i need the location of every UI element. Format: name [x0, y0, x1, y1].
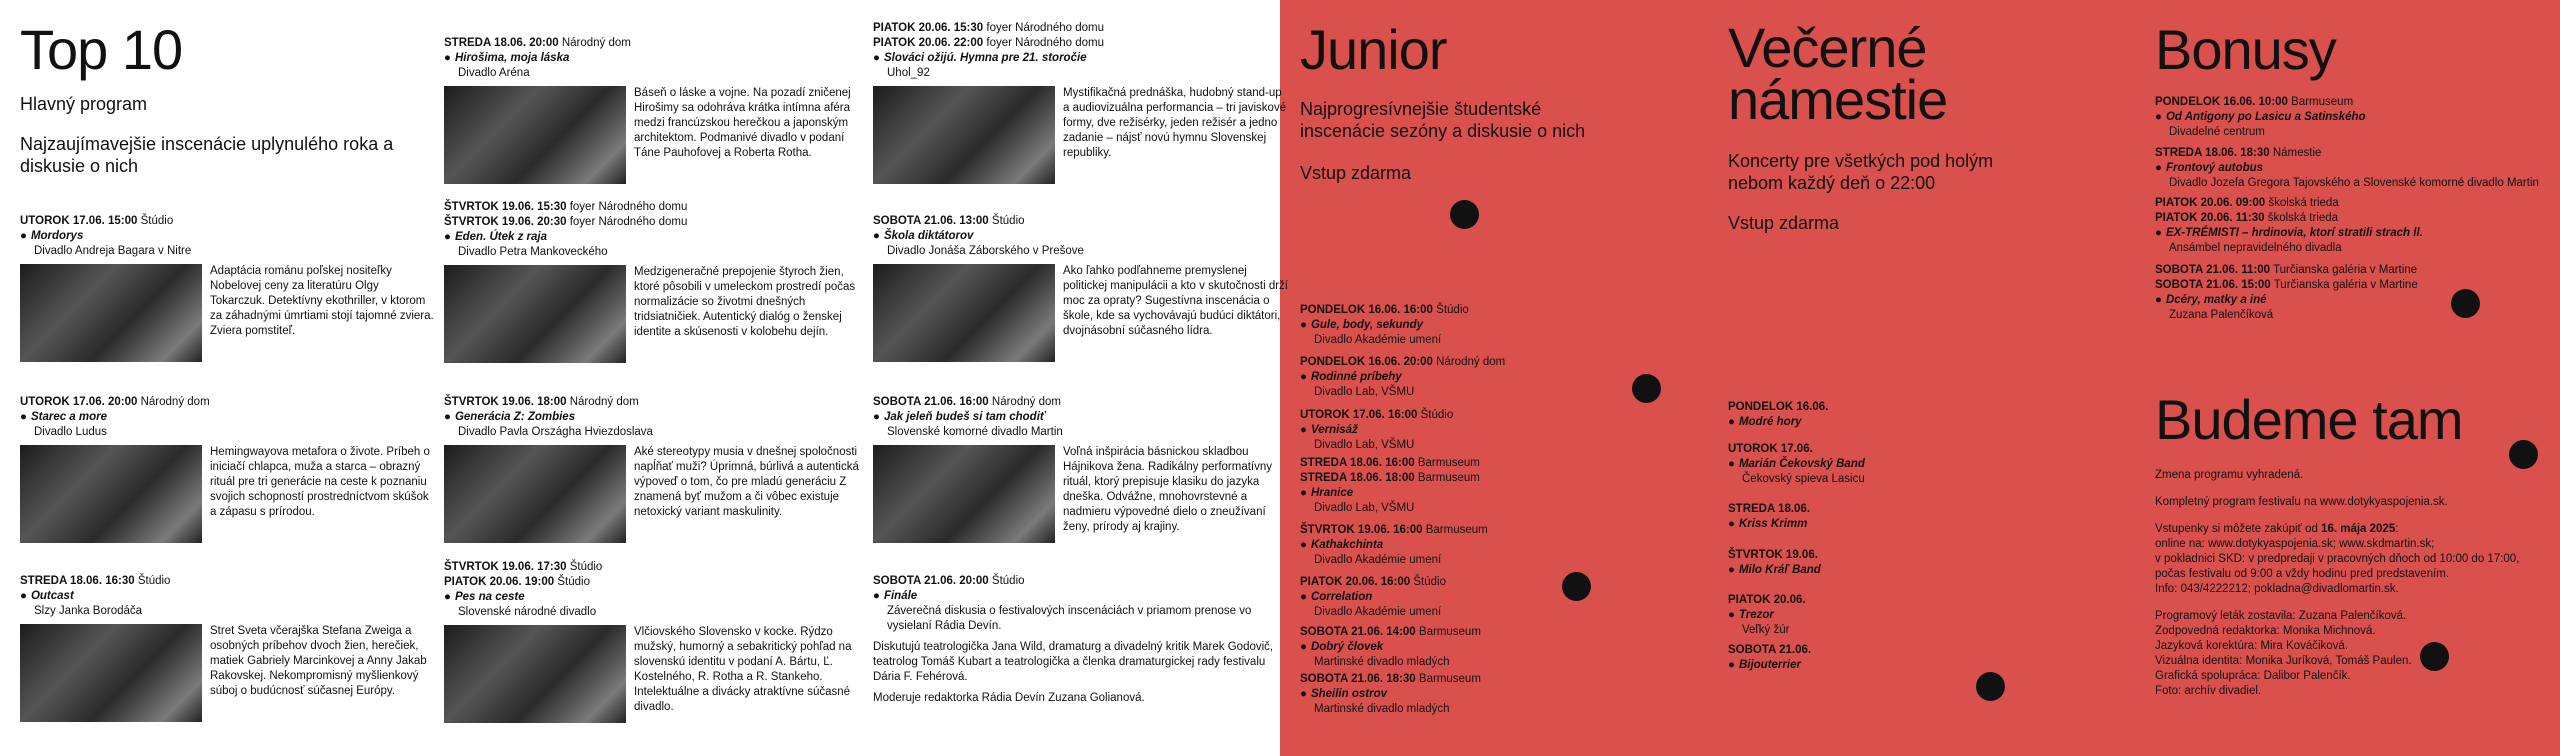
event-title: ● Starec a more [20, 410, 440, 425]
event-venue: Turčianska galéria v Martine [2273, 264, 2418, 276]
event-title: ● Trezor [1728, 608, 2028, 623]
event-text: Diskutujú teatrologička Jana Wild, dramaturg a divadelný kritik Marek Godovič, teatrolog Tomáš Kubart a teatrologička a členka dramaturgickej rady festivalu Dária F. Fehérová. [873, 641, 1274, 683]
event-day: UTOROK 17.06. [1728, 443, 1813, 455]
event-organizer: Zuzana Palenčíková [2169, 309, 2274, 321]
event-datetime [1728, 400, 2028, 415]
event-block [444, 560, 864, 713]
decorative-dot [1562, 572, 1591, 601]
bonusy-title: Bonusy [2155, 18, 2336, 81]
event-photo [20, 624, 202, 722]
event-datetime [1300, 471, 1600, 486]
event-title: ● Pes na ceste [444, 590, 864, 605]
event-title: ● Eden. Útek z raja [444, 230, 864, 245]
event-datetime [2155, 146, 2555, 161]
event-photo [873, 86, 1055, 184]
event-datetime [1728, 442, 2028, 457]
event-day: SOBOTA 21.06. 20:00 [873, 575, 989, 587]
event-block [873, 395, 1293, 533]
event-venue: Štúdio [557, 576, 590, 588]
event-organizer: Čekovský spieva Lasicu [1742, 473, 1865, 485]
event-description: Mystifikačná prednáška, hudobný stand-up a audiovizuálna performancia – tri javiskové formy, dve režisérky, jeden režisér a jedno zadanie – nájsť novú hymnu Slovenskej republiky. [1063, 87, 1287, 159]
event-venue: Barmuseum [2291, 96, 2354, 108]
photo-image [444, 625, 626, 723]
junior-event [1300, 523, 1600, 568]
photo-image [444, 86, 626, 184]
event-day: PIATOK 20.06. [1728, 594, 1806, 606]
event-day: SOBOTA 21.06. 15:00 [2155, 279, 2271, 291]
event-organizer: Divadlo Lab, VŠMU [1314, 502, 1415, 514]
decorative-dot [2420, 642, 2449, 671]
event-venue: Turčianska galéria v Martine [2273, 279, 2418, 291]
event-venue: Štúdio [991, 575, 1025, 587]
event-day: SOBOTA 21.06. 11:00 [2155, 264, 2271, 276]
bonusy-column [2155, 0, 2555, 81]
event-photo [873, 264, 1055, 362]
event-photo [444, 265, 626, 363]
event-venue: Štúdio [140, 215, 174, 227]
junior-event [1300, 303, 1600, 348]
event-title: ● Hranice [1300, 486, 1600, 501]
junior-event [1300, 672, 1600, 717]
event-day: STREDA 18.06. 18:00 [1300, 472, 1415, 484]
junior-event [1300, 408, 1600, 453]
event-venue: Národný dom [991, 396, 1061, 408]
event-title: ● Generácia Z: Zombies [444, 410, 864, 425]
bonusy-event [2155, 196, 2555, 256]
event-datetime [873, 36, 1293, 51]
event-block [873, 21, 1293, 159]
event-day: PIATOK 20.06. 09:00 [2155, 197, 2266, 209]
event-day: PONDELOK 16.06. 20:00 [1300, 356, 1433, 368]
event-venue: foyer Národného domu [569, 216, 688, 228]
top10-title: Top 10 [20, 18, 183, 81]
event-datetime [873, 21, 1293, 36]
vecerne-entry: Vstup zdarma [1728, 213, 1840, 233]
event-day: PIATOK 20.06. 19:00 [444, 576, 555, 588]
event-description: Aké stereotypy musia v dnešnej spoločnosti napĺňať muži? Úprimná, búrlivá a autentická výpoveď o tom, čo pre mladú generáciu Z znamená byť mužom a či vôbec existuje netoxický variant maskulinity. [634, 446, 859, 518]
event-datetime [444, 200, 864, 215]
event-organizer: Divadlo Akadémie umení [1314, 334, 1442, 346]
event-organizer: Uhol_92 [887, 67, 930, 79]
event-photo [873, 445, 1055, 543]
photo-image [873, 445, 1055, 543]
event-datetime [444, 215, 864, 230]
event-day: PIATOK 20.06. 16:00 [1300, 576, 1411, 588]
junior-event [1300, 355, 1600, 400]
event-venue: Barmuseum [1417, 457, 1480, 469]
event-title: ● Slováci ožijú. Hymna pre 21. storočie [873, 51, 1293, 66]
event-datetime [20, 574, 440, 589]
bonusy-event [2155, 95, 2555, 140]
event-day: STREDA 18.06. 18:30 [2155, 147, 2270, 159]
tickets-info: Vstupenky si môžete zakúpiť od 16. mája 2025: online na: www.dotykyaspojenia.sk; www.skdmartin.sk; v pokladnici SKD: v predpredaji v pracovných dňoch od 10:00 do 17:00, počas festivalu od 9:00 a vždy hodinu pred predstavením. Info: 043/4222212; pokladna@divadlomartin.sk. [2155, 523, 2520, 595]
budeme-title: Budeme tam [2155, 388, 2463, 451]
event-block [444, 200, 864, 338]
event-organizer: Divadelné centrum [2169, 126, 2265, 138]
event-venue: školská trieda [2268, 197, 2339, 209]
vecerne-event [1728, 400, 2028, 430]
event-description: Voľná inšpirácia básnickou skladbou Hájnikova žena. Radikálny performatívny rituál, ktorý prepisuje klasiku do jazyka dneška. Odvážne, mnohovrstevné a nadmieru výpovedné dielo o zneužívaní ženy, prírody aj krajiny. [1063, 446, 1273, 533]
event-title: ● Gule, body, sekundy [1300, 318, 1600, 333]
top10-subtitle: Hlavný program [20, 94, 148, 114]
event-organizer: Divadlo Ludus [34, 426, 107, 438]
event-organizer: Martinské divadlo mladých [1314, 703, 1450, 715]
event-datetime [20, 214, 440, 229]
photo-image [444, 265, 626, 363]
event-datetime [20, 395, 440, 410]
event-venue: Štúdio [991, 215, 1025, 227]
event-title: ● Mordorys [20, 229, 440, 244]
junior-column [1300, 0, 1660, 184]
photo-image [873, 86, 1055, 184]
event-block [20, 395, 440, 518]
event-datetime [1728, 643, 2028, 658]
event-day: PIATOK 20.06. 11:30 [2155, 212, 2265, 224]
event-datetime [1300, 523, 1600, 538]
event-description: Báseň o láske a vojne. Na pozadí zničenej Hirošimy sa odohráva krátka intímna aféra medzi francúzskou herečkou a japonským architektom. Podmanivé divadlo v podaní Táne Pauhofovej a Roberta Rotha. [634, 87, 851, 159]
event-organizer: Divadlo Pavla Országha Hviezdoslava [458, 426, 653, 438]
event-venue: školská trieda [2267, 212, 2339, 224]
decorative-dot [1632, 374, 1661, 403]
event-day: PIATOK 20.06. 15:30 [873, 22, 984, 34]
event-title: ● Milo Kráľ Band [1728, 563, 2028, 578]
event-photo [20, 264, 202, 362]
event-venue: Národný dom [569, 396, 639, 408]
event-block [20, 574, 440, 697]
event-block [873, 214, 1293, 337]
event-organizer: Slovenské komorné divadlo Martin [887, 426, 1063, 438]
event-title: ● Od Antigony po Lasicu a Satinského [2155, 110, 2555, 125]
event-day: ŠTVRTOK 19.06. 16:00 [1300, 524, 1423, 536]
event-organizer: Divadlo Akadémie umení [1314, 606, 1442, 618]
event-datetime [444, 36, 864, 51]
event-day: SOBOTA 21.06. 14:00 [1300, 626, 1416, 638]
bonusy-event [2155, 146, 2555, 191]
event-title: ● Kathakchinta [1300, 538, 1600, 553]
event-title: ● Frontový autobus [2155, 161, 2555, 176]
event-datetime [444, 395, 864, 410]
event-photo [444, 86, 626, 184]
event-day: ŠTVRTOK 19.06. 18:00 [444, 396, 567, 408]
junior-event [1300, 575, 1600, 620]
junior-event [1300, 456, 1600, 516]
event-organizer: Ansámbel nepravidelného divadla [2169, 242, 2342, 254]
event-photo [444, 625, 626, 723]
event-description: Medzigeneračné prepojenie štyroch žien, ktoré pôsobili v umeleckom prostredí počas normalizácie so životmi dnešných tridsiatničiek. Autentický dialóg o ženskej identite a skúsenosti v kolobehu dejín. [634, 266, 856, 338]
program-website-note: Kompletný program festivalu na www.dotykyaspojenia.sk. [2155, 496, 2448, 508]
event-title: ● Modré hory [1728, 415, 2028, 430]
event-venue: foyer Národného domu [986, 22, 1105, 34]
event-venue: Štúdio [1436, 304, 1469, 316]
event-title: ● Bijouterrier [1728, 658, 2028, 673]
event-day: STREDA 18.06. 16:30 [20, 575, 135, 587]
event-organizer: Divadlo Lab, VŠMU [1314, 439, 1415, 451]
event-title: ● Jak jeleň budeš si tam chodiť [873, 410, 1293, 425]
event-block [444, 36, 864, 159]
event-title: ● Correlation [1300, 590, 1600, 605]
event-day: PONDELOK 16.06. [1728, 401, 1829, 413]
junior-event [1300, 625, 1600, 670]
event-day: UTOROK 17.06. 15:00 [20, 215, 138, 227]
event-datetime [1728, 502, 2028, 517]
event-title: ● Finále [873, 589, 1293, 604]
event-datetime [2155, 263, 2555, 278]
event-block [873, 574, 1293, 706]
event-organizer: Veľký žúr [1742, 624, 1790, 636]
event-datetime [1300, 355, 1600, 370]
vecerne-event [1728, 502, 2028, 532]
event-day: STREDA 18.06. [1728, 503, 1811, 515]
event-text: Moderuje redaktorka Rádia Devín Zuzana Golianová. [873, 692, 1145, 704]
event-day: ŠTVRTOK 19.06. 15:30 [444, 201, 567, 213]
event-venue: Barmuseum [1417, 472, 1480, 484]
event-day: UTOROK 17.06. 20:00 [20, 396, 138, 408]
event-organizer: Divadlo Aréna [458, 67, 530, 79]
event-datetime [1300, 303, 1600, 318]
event-venue: Štúdio [1413, 576, 1446, 588]
event-title: ● Vernisáž [1300, 423, 1600, 438]
event-day: STREDA 18.06. 16:00 [1300, 457, 1415, 469]
junior-entry: Vstup zdarma [1300, 163, 1412, 183]
event-venue: Barmuseum [1418, 673, 1481, 685]
event-title: ● Marián Čekovský Band [1728, 457, 2028, 472]
event-venue: Národný dom [1436, 356, 1506, 368]
program-change-note: Zmena programu vyhradená. [2155, 469, 2304, 481]
event-description: Ako ľahko podľahneme premyslenej politickej manipulácii a kto v skutočnosti drží moc za opraty? Sugestívna inscenácia o škole, kde sa vychovávajú budúci diktátori, dvojnásobní súčasného lídra. [1063, 265, 1288, 337]
event-organizer: Záverečná diskusia o festivalových inscenáciách v priamom prenose vo vysielaní Rádia Devín. [887, 605, 1252, 632]
event-venue: Štúdio [1420, 409, 1454, 421]
event-venue: Štúdio [569, 561, 603, 573]
vecerne-event [1728, 593, 2028, 638]
event-description: Stret Sveta včerajška Stefana Zweiga a osobných príbehov dvoch žien, herečiek, matiek Gabriely Marcinkovej a Anny Jakab Rakovskej. Nekompromisný myšlienkový súboj o budúcnosť súčasnej Európy. [210, 625, 427, 697]
decorative-dot [1450, 200, 1479, 229]
event-datetime [873, 214, 1293, 229]
event-datetime [444, 575, 864, 590]
vecerne-tagline: Koncerty pre všetkých pod holým nebom každý deň o 22:00 [1728, 151, 1994, 193]
event-venue: foyer Národného domu [986, 37, 1105, 49]
event-datetime [873, 395, 1293, 410]
bonusy-event [2155, 263, 2555, 323]
event-organizer: Martinské divadlo mladých [1314, 656, 1450, 668]
vecerne-column [1728, 0, 2068, 234]
event-title: ● Sheilin ostrov [1300, 687, 1600, 702]
event-photo [444, 445, 626, 543]
event-day: ŠTVRTOK 19.06. [1728, 549, 1818, 561]
event-venue: Národný dom [140, 396, 210, 408]
photo-image [20, 624, 202, 722]
credits: Programový leták zostavila: Zuzana Palenčíková. Zodpovedná redaktorka: Monika Michnová. Jazyková korektúra: Mira Kováčiková. Vizuálna identita: Monika Juríková, Tomáš Paulen. Grafická spolupráca: Dalibor Palenčík. Foto: archív divadiel. [2155, 610, 2412, 697]
event-title: ● Outcast [20, 589, 440, 604]
event-day: PONDELOK 16.06. 16:00 [1300, 304, 1433, 316]
decorative-dot [1976, 672, 2005, 701]
event-venue: Štúdio [137, 575, 171, 587]
event-organizer: Divadlo Andreja Bagara v Nitre [34, 245, 192, 257]
event-organizer: Divadlo Jozefa Gregora Tajovského a Slovenské komorné divadlo Martin [2169, 177, 2539, 189]
event-venue: Národný dom [561, 37, 631, 49]
event-venue: Barmuseum [1425, 524, 1488, 536]
vecerne-event [1728, 548, 2028, 578]
photo-image [20, 264, 202, 362]
event-datetime [1728, 548, 2028, 563]
event-organizer: Slzy Janka Borodáča [34, 605, 143, 617]
event-day: SOBOTA 21.06. 18:30 [1300, 673, 1416, 685]
event-description: Hemingwayova metafora o živote. Príbeh o iniciačí chlapca, muža a starca – obrazný rituál pre tri generácie na ceste k poznaniu svojich schopností prostredníctvom skúšok a zápasu s prírodou. [210, 446, 430, 518]
photo-image [20, 445, 202, 543]
junior-tagline: Najprogresívnejšie študentské inscenácie sezóny a diskusie o nich [1300, 99, 1586, 141]
event-photo [20, 445, 202, 543]
event-block [444, 395, 864, 518]
event-datetime [2155, 211, 2555, 226]
top10-column [20, 0, 440, 177]
budeme-tam-section [2155, 388, 2550, 711]
event-venue: foyer Národného domu [569, 201, 688, 213]
event-day: SOBOTA 21.06. 13:00 [873, 215, 989, 227]
vecerne-event [1728, 442, 2028, 487]
event-datetime [2155, 278, 2555, 293]
event-datetime [2155, 196, 2555, 211]
photo-image [873, 264, 1055, 362]
event-day: PONDELOK 16.06. 10:00 [2155, 96, 2288, 108]
event-title: ● Rodinné príbehy [1300, 370, 1600, 385]
decorative-dot [2451, 289, 2480, 318]
decorative-dot [2509, 440, 2538, 469]
event-datetime [1300, 456, 1600, 471]
event-datetime [873, 574, 1293, 589]
event-organizer: Divadlo Akadémie umení [1314, 554, 1442, 566]
event-datetime [2155, 95, 2555, 110]
event-datetime [1300, 672, 1600, 687]
event-title: ● Dobrý človek [1300, 640, 1600, 655]
junior-title: Junior [1300, 18, 1447, 81]
photo-image [444, 445, 626, 543]
event-block [20, 214, 440, 337]
event-description: Adaptácia románu poľskej nositeľky Nobelovej ceny za literatúru Olgy Tokarczuk. Detektívny ekothriller, v ktorom za záhadnými úmrtiami stojí tajomné zviera. Zviera pomstiteľ. [210, 265, 434, 337]
event-title: ● Hirošima, moja láska [444, 51, 864, 66]
event-datetime [444, 560, 864, 575]
top10-tagline: Najzaujímavejšie inscenácie uplynulého roka a diskusie o nich [20, 134, 394, 176]
event-day: ŠTVRTOK 19.06. 20:30 [444, 216, 567, 228]
event-day: UTOROK 17.06. 16:00 [1300, 409, 1418, 421]
event-organizer: Divadlo Lab, VŠMU [1314, 386, 1415, 398]
event-day: SOBOTA 21.06. [1728, 644, 1812, 656]
event-datetime [1300, 625, 1600, 640]
vecerne-event [1728, 643, 2028, 673]
event-description: Vlčiovského Slovensko v kocke. Rýdzo mužský, humorný a sebakritický pohľad na slovenskú identitu v podaní A. Bártu, Ľ. Kostelného, R. Rotha a R. Stankeho. Intelektuálne a divácky atraktívne súčasné divadlo. [634, 626, 852, 713]
event-venue: Barmuseum [1418, 626, 1481, 638]
event-organizer: Divadlo Petra Mankoveckého [458, 246, 608, 258]
event-title: ● Kriss Krimm [1728, 517, 2028, 532]
event-day: SOBOTA 21.06. 16:00 [873, 396, 989, 408]
event-organizer: Divadlo Jonáša Záborského v Prešove [887, 245, 1084, 257]
event-title: ● Škola diktátorov [873, 229, 1293, 244]
event-day: STREDA 18.06. 20:00 [444, 37, 559, 49]
event-day: ŠTVRTOK 19.06. 17:30 [444, 561, 567, 573]
event-title: ● Dcéry, matky a iné [2155, 293, 2555, 308]
event-datetime [1728, 593, 2028, 608]
event-day: PIATOK 20.06. 22:00 [873, 37, 984, 49]
event-venue: Námestie [2272, 147, 2322, 159]
event-organizer: Slovenské národné divadlo [458, 606, 597, 618]
vecerne-title: Večerné námestie [1728, 16, 1948, 131]
event-datetime [1300, 408, 1600, 423]
event-datetime [1300, 575, 1600, 590]
event-title: ● EX-TRÉMISTI – hrdinovia, ktorí stratili strach ll. [2155, 226, 2555, 241]
